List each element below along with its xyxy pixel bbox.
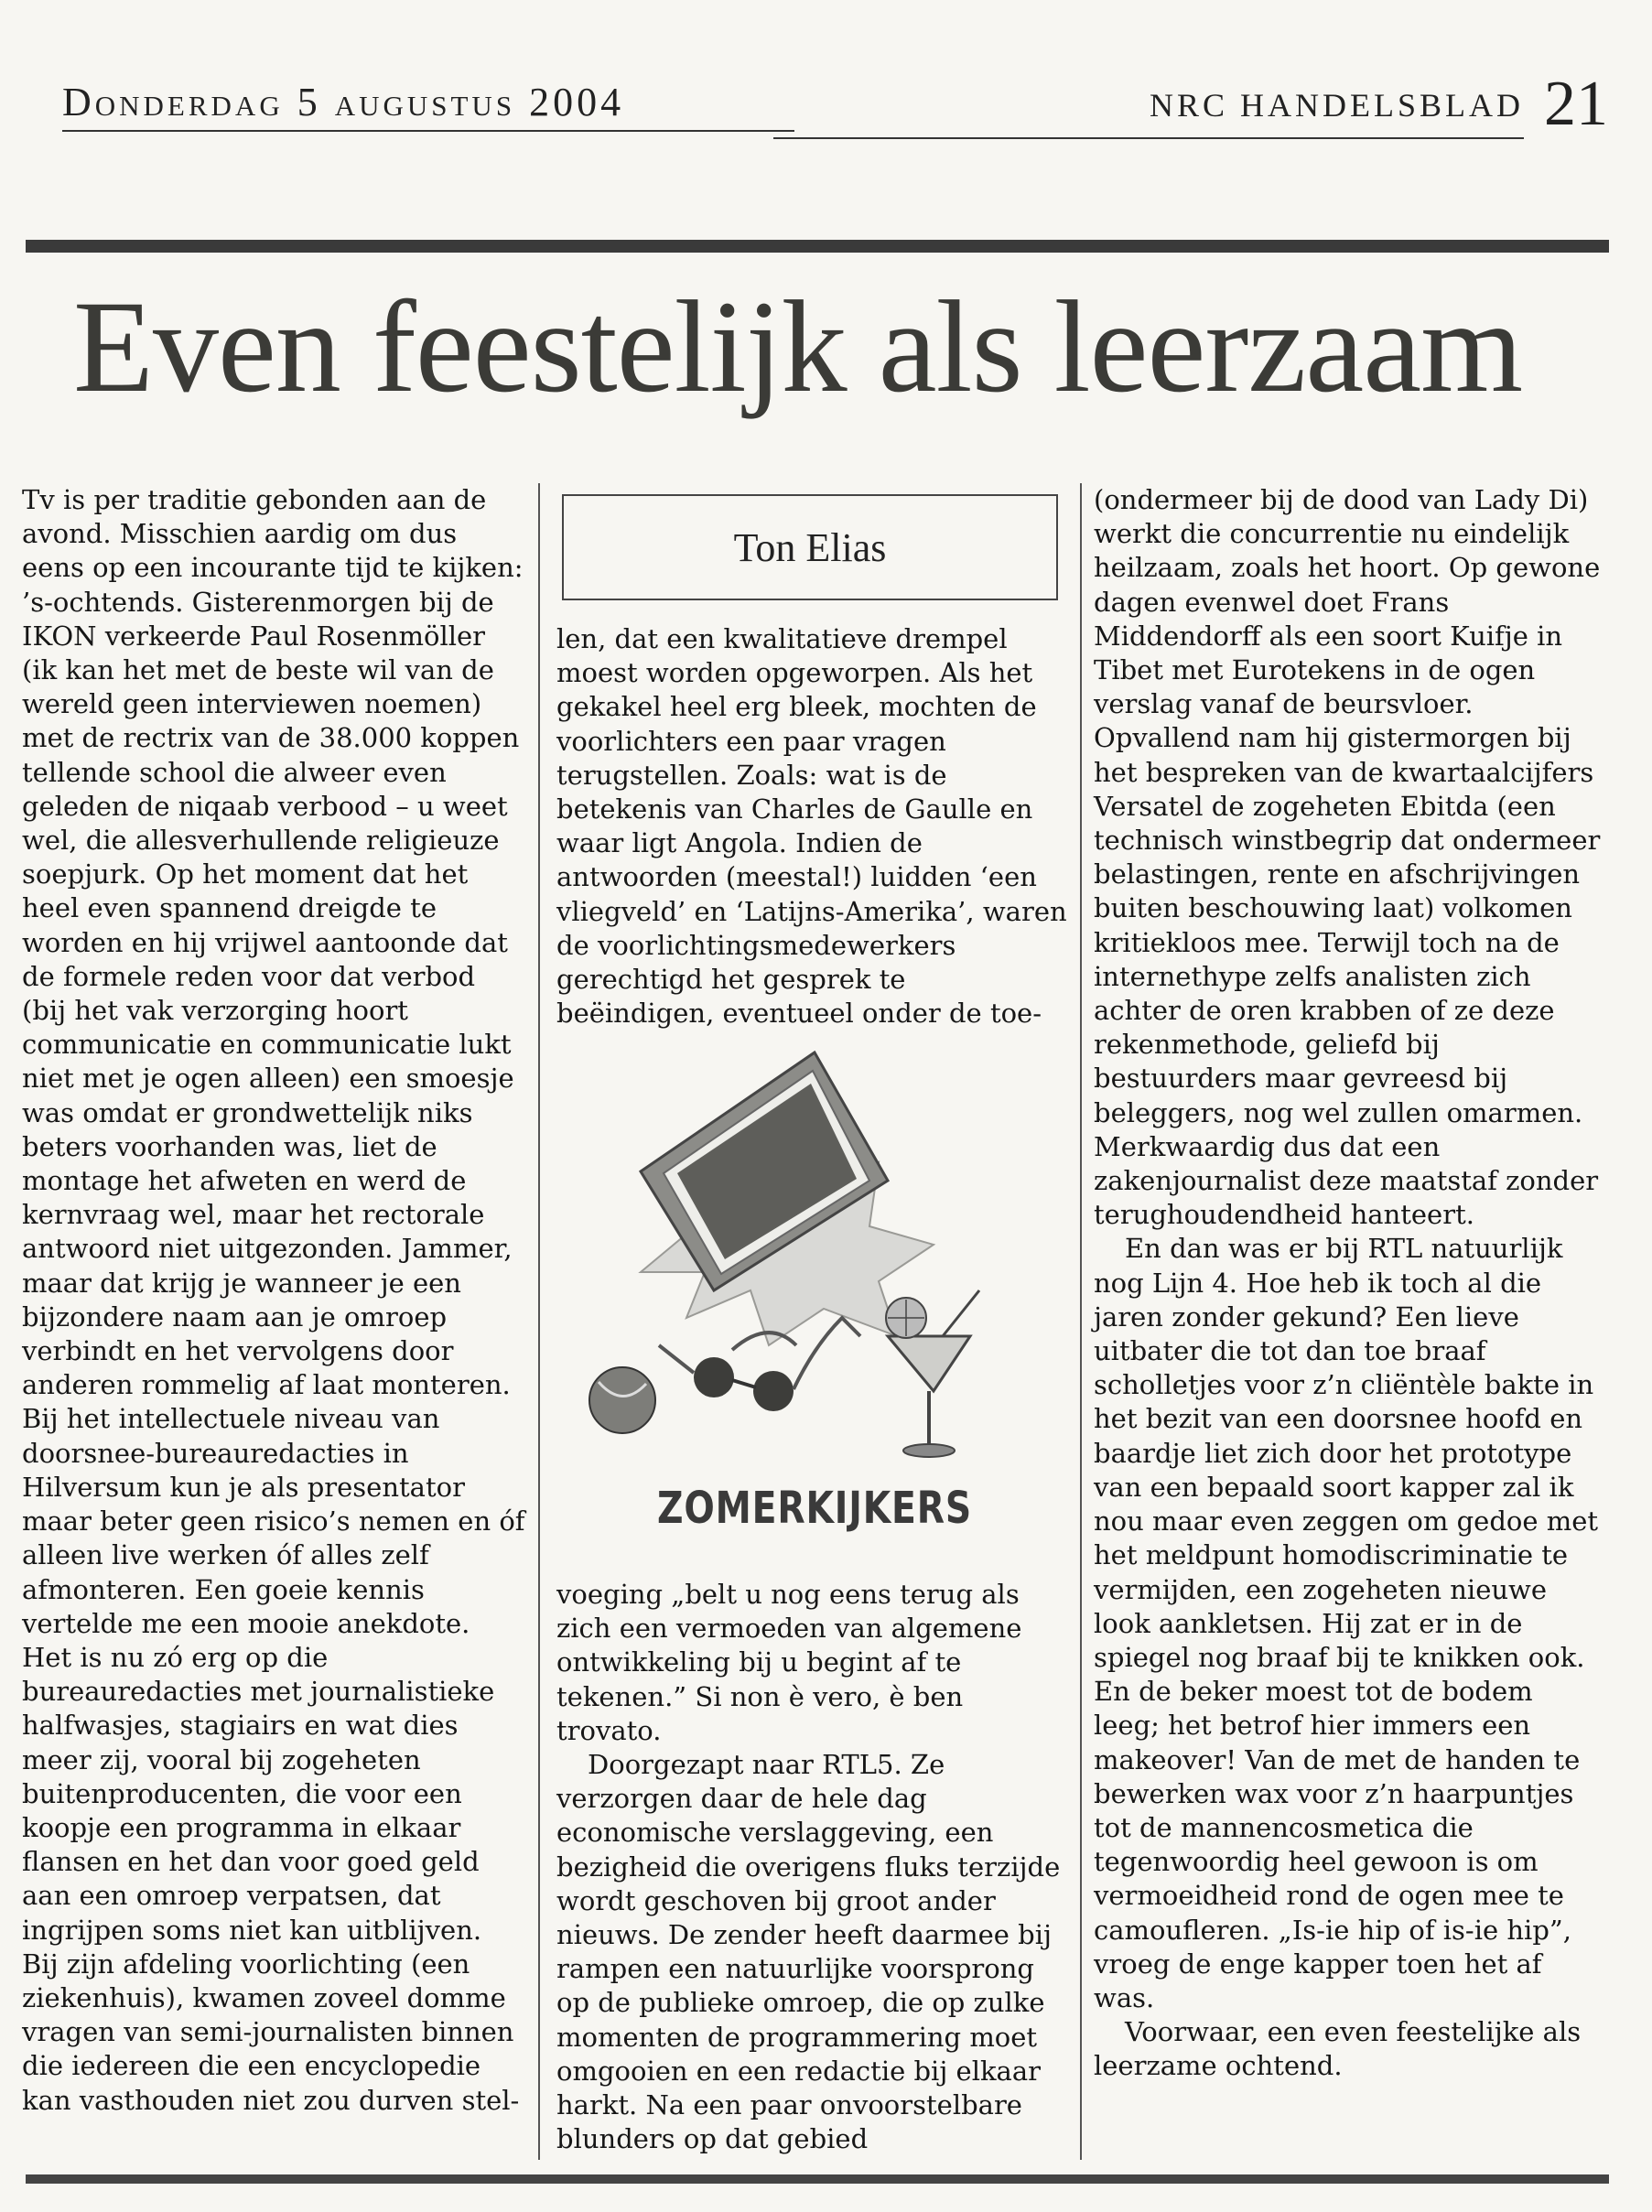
bottom-rule [26, 2174, 1609, 2184]
page-number: 21 [1544, 69, 1608, 139]
column-2-paragraph: voeging „belt u nog eens terug als zich een vermoeden van algemene ontwikkeling bij u begint af te tekenen.” Si non è vero, è ben trovato. [556, 1579, 1022, 1746]
column-3-paragraph: En dan was er bij RTL natuurlijk nog Lijn 4. Hoe heb ik toch al die jaren zonder gekund? Een lieve uitbater die tot dan toe braaf scholletjes voor z’n cliëntèle bakte in het bezit van een doorsnee hoofd en baardje liet zich door het prototype van een bepaald soort kapper zal ik nou maar even zeggen om gedoe met het meldpunt homodiscriminatie te vermijden, een zogeheten nieuwe look aankletsen. Hij zat er in de spiegel nog braaf bij te knikken ook. En de beker moest tot de bodem leeg; het betrof hier immers een makeover! Van de met de handen te bewerken wax voor z’n haarpuntjes tot de mannencosmetica die tegenwoordig heel gewoon is om vermoeidheid rond de ogen mee te camoufleren. „Is-ie hip of is-ie hip”, vroeg de enge kapper toen het af was. [1094, 1233, 1599, 2013]
masthead [0, 64, 1652, 146]
column-1-text: Tv is per traditie gebonden aan de avond. Misschien aardig om dus eens op een incourante tijd te kijken: ’s-ochtends. Gisterenmorgen bij de IKON verkeerde Paul Rosenmöller (ik kan het met de beste wil van de wereld geen interviewen noemen) met de rectrix van de 38.000 koppen tellende school die alweer even geleden de niqaab verbood – u weet wel, die allesverhullende religieuze soepjurk. Op het moment dat het heel even spannend dreigde te worden en hij vrijwel aantoonde dat de formele reden voor dat verbod (bij het vak verzorging hoort communicatie en communicatie lukt niet met je ogen alleen) een smoesje was omdat er grondwettelijk niks beters voorhanden was, liet de montage het afweten en werd de kernvraag wel, maar het rectorale antwoord niet uitgezonden. Jammer, maar dat krijg je wanneer je een bijzondere naam aan je omroep verbindt en het vervolgens door anderen rommelig af laat monteren. Bij het intellectuele niveau van doorsnee-bureauredacties in Hilversum kun je als presentator maar beter geen risico’s nemen en óf alleen live werken óf alles zelf afmonteren. Een goeie kennis vertelde me een mooie anekdote. Het is nu zó erg op die bureauredacties met journalistieke halfwasjes, stagiairs en wat dies meer zij, vooral bij zogeheten buitenproducenten, die voor een koopje een programma in elkaar flansen en het dan voor goed geld aan een omroep verpatsen, dat ingrijpen soms niet kan uitblijven. Bij zijn afdeling voorlichting (een ziekenhuis), kwamen zoveel domme vragen van semi-journalisten binnen die iedereen die een encyclopedie kan vasthouden niet zou durven stel- [22, 484, 525, 2116]
tennis-ball-icon [589, 1367, 655, 1433]
column-2-top-text: len, dat een kwalitatieve drempel moest worden opgeworpen. Als het gekakel heel erg bleek, mochten de voorlichters een paar vragen terugstellen. Zoals: wat is de betekenis van Charles de Gaulle en waar ligt Angola. Indien de antwoorden (meestal!) luidden ‘een vliegveld’ en ‘Latijns-Amerika’, waren de voorlichtingsmedewerkers gerechtigd het gesprek te beëindigen, eventueel onder de toe- [556, 623, 1067, 1030]
paper-rule [773, 137, 1524, 139]
column-divider [538, 483, 540, 2160]
illustration-label: ZOMERKIJKERS [656, 1483, 973, 1534]
column-3-paragraph: Voorwaar, een even feestelijke als leerzame ochtend. [1094, 2016, 1582, 2082]
article-column-3 [1094, 483, 1606, 2084]
zomerkijkers-illustration [586, 1043, 1043, 1473]
column-2-paragraph: Doorgezapt naar RTL5. Ze verzorgen daar de hele dag economische verslaggeving, een bezigheid die overigens fluks terzijde wordt geschoven bij groot ander nieuws. De zender heeft daarmee bij rampen een natuurlijke voorsprong op de publieke omroep, die op zulke momenten de programmering moet omgooien en een redactie bij elkaar harkt. Na een paar onvoorstelbare blunders op dat gebied [556, 1749, 1061, 2155]
issue-date: Donderdag 5 augustus 2004 [62, 80, 625, 124]
sunglasses-icon [659, 1318, 860, 1411]
article-headline: Even feestelijk als leerzaam [73, 275, 1523, 420]
article-column-2-bottom [556, 1578, 1069, 2156]
author-byline: Ton Elias [733, 524, 887, 570]
cocktail-glass-icon [886, 1290, 979, 1457]
column-3-paragraph: (ondermeer bij de dood van Lady Di) werkt die concurrentie nu eindelijk heilzaam, zoals het hoort. Op gewone dagen evenwel doet Frans Middendorff als een soort Kuifje in Tibet met Eurotekens in de ogen verslag vanaf de beursvloer. Opvallend nam hij gistermorgen bij het bespreken van de kwartaalcijfers Versatel de zogeheten Ebitda (een technisch winstbegrip dat ondermeer belastingen, rente en afschrijvingen buiten beschouwing laat) volkomen kritiekloos mee. Terwijl toch na de internethype zelfs analisten zich achter de oren krabben of ze deze rekenmethode, geliefd bij bestuurders maar gevreesd bij beleggers, nog wel zullen omarmen. Merkwaardig dus dat een zakenjournalist deze maatstaf zonder terughoudendheid hanteert. [1094, 484, 1601, 1231]
column-divider [1080, 483, 1082, 2160]
date-rule [62, 130, 794, 132]
article-column-2-top [556, 622, 1069, 1030]
top-rule [26, 240, 1609, 253]
article-column-1 [22, 483, 525, 2118]
byline-box [562, 494, 1058, 600]
newspaper-name: NRC HANDELSBLAD [1149, 87, 1524, 124]
